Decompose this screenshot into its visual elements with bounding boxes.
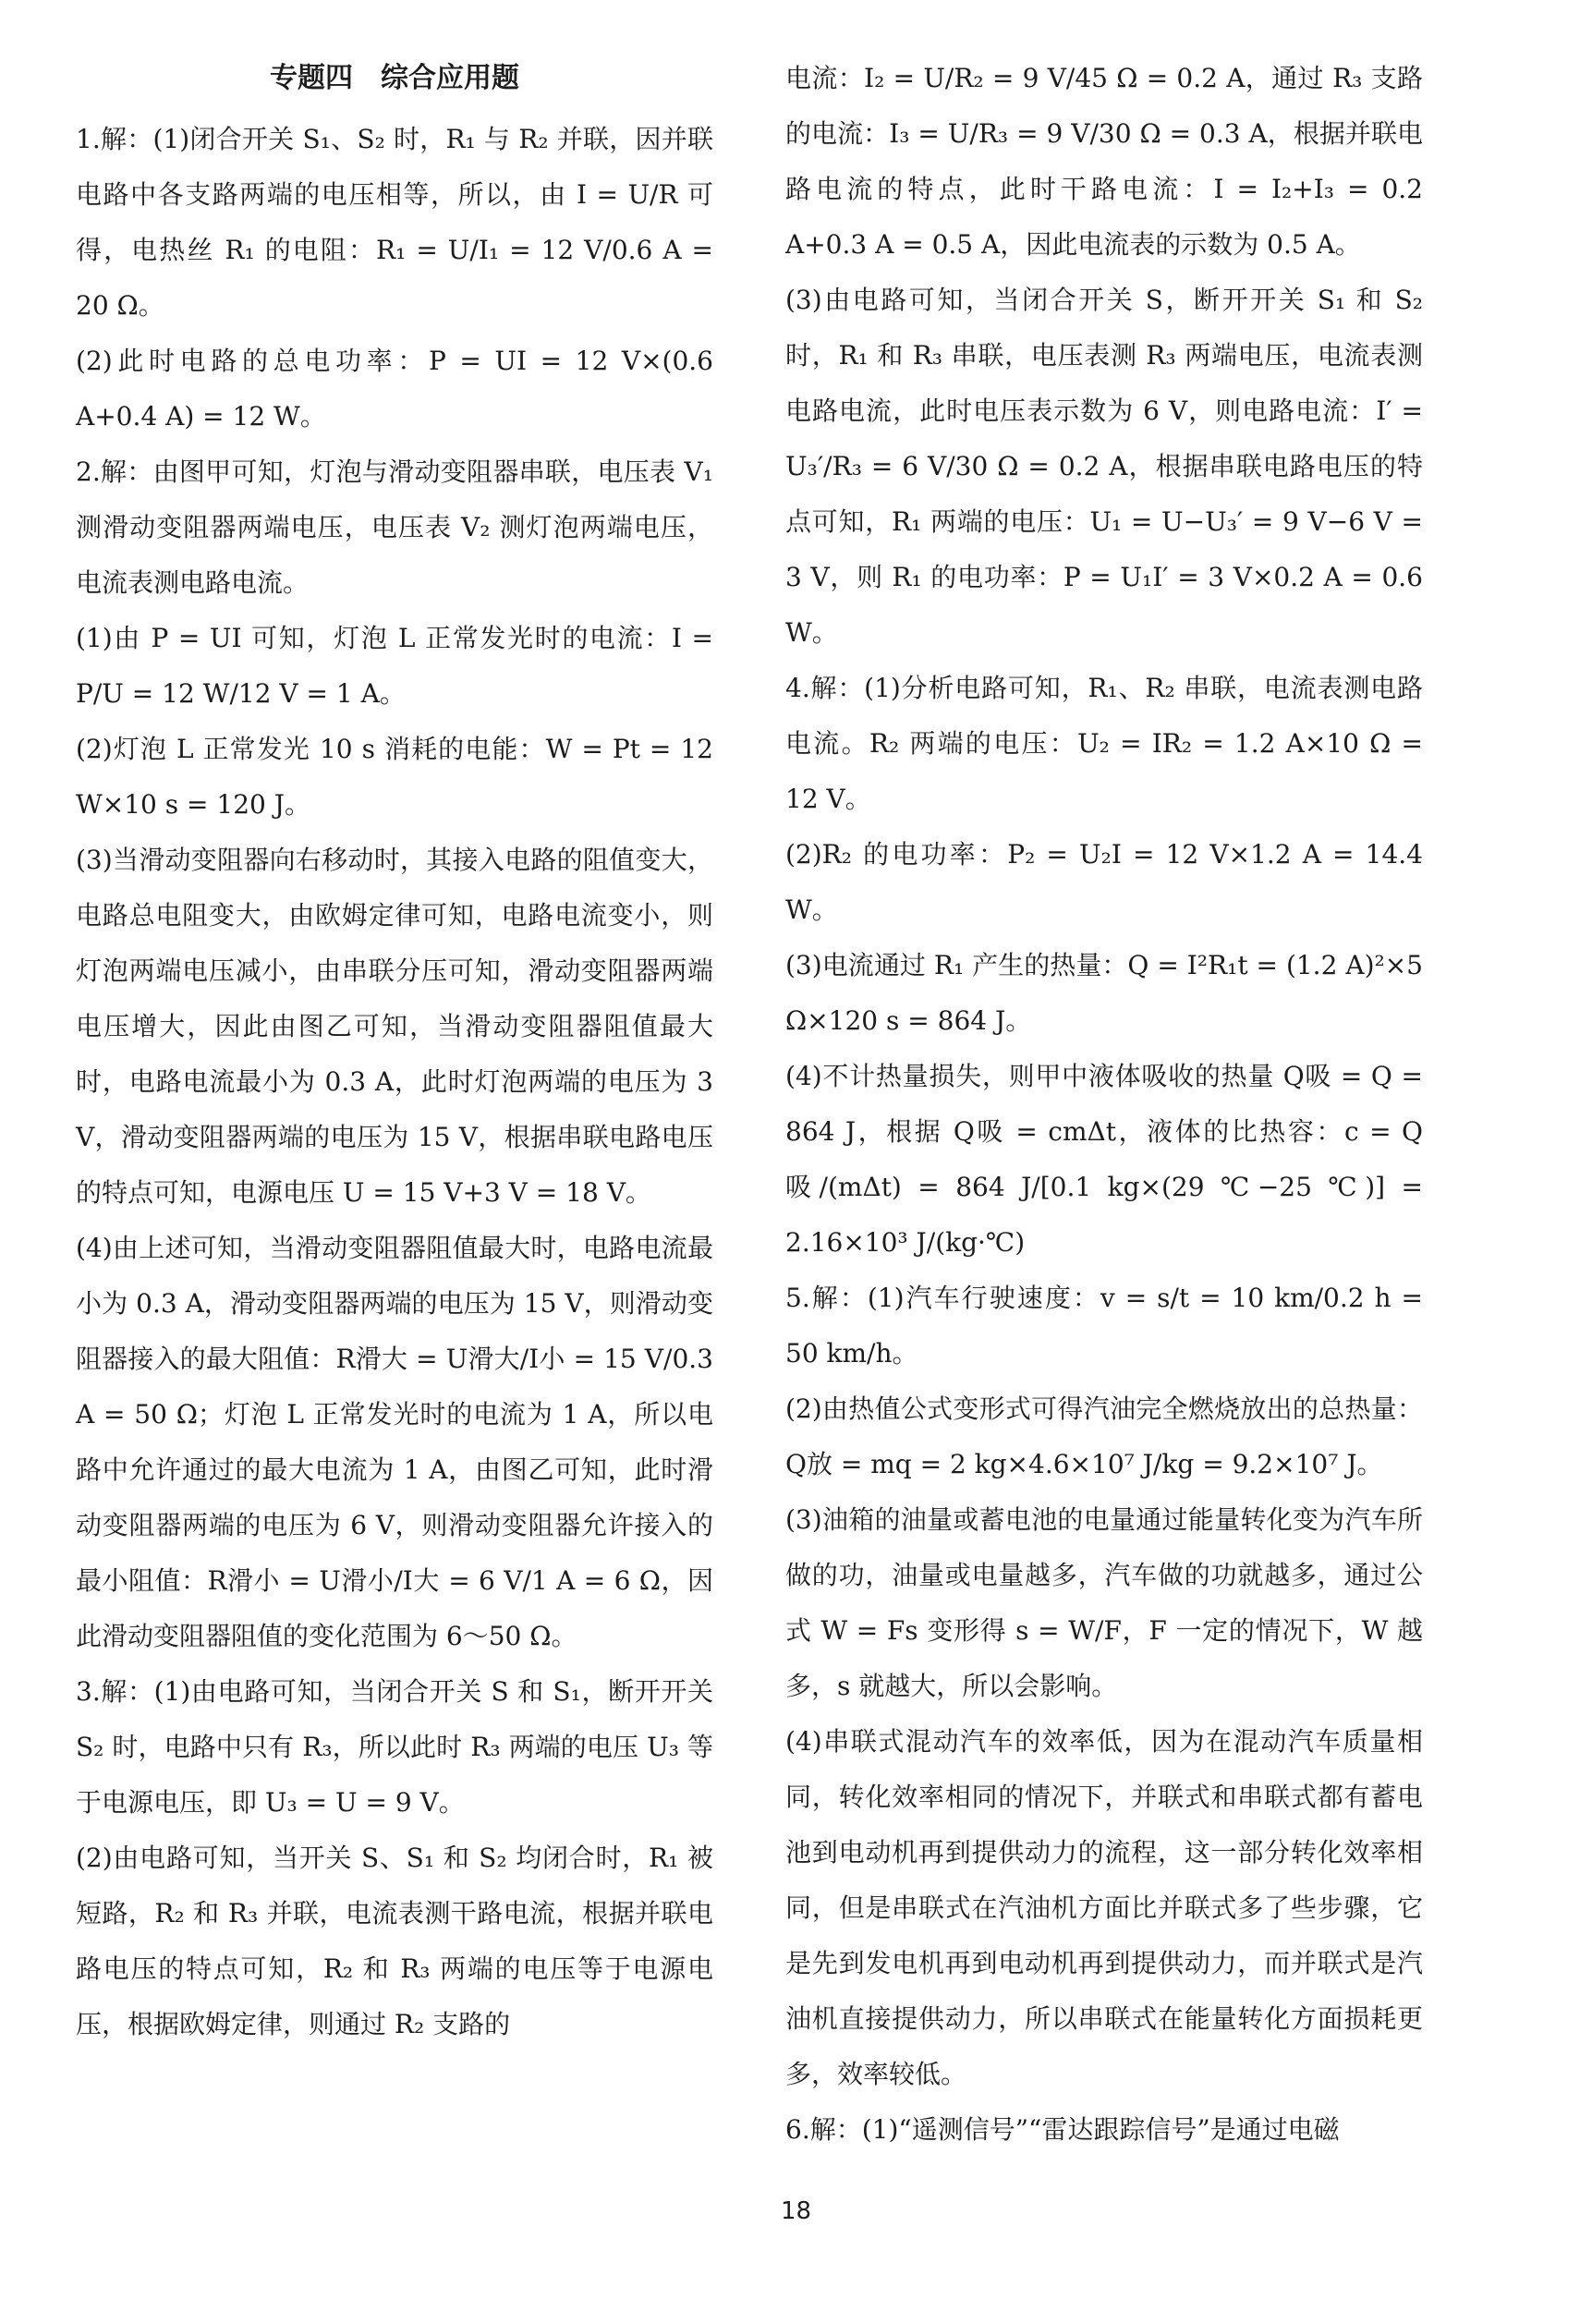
q5-part4: (4)串联式混动汽车的效率低，因为在混动汽车质量相同，转化效率相同的情况下，并联式和串联式都有蓄电池到电动机再到提供动力的流程，这一部分转化效率相同，但是串联式在汽油机方面比并联式多了些步骤，它是先到发电机再到电动机再到提供动力，而并联式是汽油机直接提供动力，所以串联式在能量转化方面损耗更多，效率较低。	[785, 1726, 1423, 2089]
q4-part3: (3)电流通过 R₁ 产生的热量：Q = I²R₁t = (1.2 A)²×5 Ω×120 s = 864 J。	[785, 950, 1423, 1036]
q2-part3: (3)当滑动变阻器向右移动时，其接入电路的阻值变大，电路总电阻变大，由欧姆定律可知，电路电流变小，则灯泡两端电压减小，由串联分压可知，滑动变阻器两端电压增大，因此由图乙可知，当滑动变阻器阻值最大时，电路电流最小为 0.3 A，此时灯泡两端的电压为 3 V，滑动变阻器两端的电压为 15 V，根据串联电路电压的特点可知，电源电压 U = 15 V+3 V = 18 V。	[76, 845, 713, 1208]
q1-part2: (2)此时电路的总电功率：P = UI = 12 V×(0.6 A+0.4 A) = 12 W。	[76, 346, 713, 432]
q1-part1: 1.解：(1)闭合开关 S₁、S₂ 时，R₁ 与 R₂ 并联，因并联电路中各支路两端的电压相等，所以，由 I = U/R 可得，电热丝 R₁ 的电阻：R₁ = U/I₁ = 12 V/0.6 A = 20 Ω。	[76, 124, 713, 321]
q6-part1: 6.解：(1)“遥测信号”“雷达跟踪信号”是通过电磁	[785, 2114, 1340, 2145]
left-column	[76, 51, 713, 2052]
q3-part2-cont: 电流：I₂ = U/R₂ = 9 V/45 Ω = 0.2 A，通过 R₃ 支路的电流：I₃ = U/R₃ = 9 V/30 Ω = 0.3 A，根据并联电路电流的特点，此时干路电流：I = I₂+I₃ = 0.2 A+0.3 A = 0.5 A，因此电流表的示数为 0.5 A。	[785, 63, 1423, 260]
q4-part1: 4.解：(1)分析电路可知，R₁、R₂ 串联，电流表测电路电流。R₂ 两端的电压：U₂ = IR₂ = 1.2 A×10 Ω = 12 V。	[785, 673, 1423, 814]
q5-part2: (2)由热值公式变形式可得汽油完全燃烧放出的总热量：Q放 = mq = 2 kg×4.6×10⁷ J/kg = 9.2×10⁷ J。	[785, 1393, 1423, 1479]
q2-part4: (4)由上述可知，当滑动变阻器阻值最大时，电路电流最小为 0.3 A，滑动变阻器两端的电压为 15 V，则滑动变阻器接入的最大阻值：R滑大 = U滑大/I小 = 15 V/0.3 A = 50 Ω；灯泡 L 正常发光时的电流为 1 A，所以电路中允许通过的最大电流为 1 A，由图乙可知，此时滑动变阻器两端的电压为 6 V，则滑动变阻器允许接入的最小阻值：R滑小 = U滑小/I大 = 6 V/1 A = 6 Ω，因此滑动变阻器阻值的变化范围为 6～50 Ω。	[76, 1233, 713, 1651]
right-column	[785, 51, 1423, 2158]
q5-part3: (3)油箱的油量或蓄电池的电量通过能量转化变为汽车所做的功，油量或电量越多，汽车做的功就越多，通过公式 W = Fs 变形得 s = W/F，F 一定的情况下，W 越多，s 就越大，所以会影响。	[785, 1504, 1423, 1701]
q2-part1: (1)由 P = UI 可知，灯泡 L 正常发光时的电流：I = P/U = 12 W/12 V = 1 A。	[76, 623, 713, 709]
q3-part3: (3)由电路可知，当闭合开关 S，断开开关 S₁ 和 S₂ 时，R₁ 和 R₃ 串联，电压表测 R₃ 两端电压，电流表测电路电流，此时电压表示数为 6 V，则电路电流：I′ = U₃′/R₃ = 6 V/30 Ω = 0.2 A，根据串联电路电压的特点可知，R₁ 两端的电压：U₁ = U−U₃′ = 9 V−6 V = 3 V，则 R₁ 的电功率：P = U₁I′ = 3 V×0.2 A = 0.6 W。	[785, 285, 1423, 648]
q2-part2: (2)灯泡 L 正常发光 10 s 消耗的电能：W = Pt = 12 W×10 s = 120 J。	[76, 734, 713, 820]
q4-part2: (2)R₂ 的电功率：P₂ = U₂I = 12 V×1.2 A = 14.4 W。	[785, 839, 1423, 925]
q3-part1: 3.解：(1)由电路可知，当闭合开关 S 和 S₁，断开开关 S₂ 时，电路中只有 R₃，所以此时 R₃ 两端的电压 U₃ 等于电源电压，即 U₃ = U = 9 V。	[76, 1676, 713, 1818]
page-number: 18	[780, 2197, 812, 2225]
q4-part4: (4)不计热量损失，则甲中液体吸收的热量 Q吸 = Q = 864 J，根据 Q吸 = cmΔt，液体的比热容：c = Q吸/(mΔt) = 864 J/[0.1 kg×(29 ℃−25 ℃)] = 2.16×10³ J/(kg·℃)	[785, 1061, 1423, 1258]
q3-part2: (2)由电路可知，当开关 S、S₁ 和 S₂ 均闭合时，R₁ 被短路，R₂ 和 R₃ 并联，电流表测干路电流，根据并联电路电压的特点可知，R₂ 和 R₃ 两端的电压等于电源电压，根据欧姆定律，则通过 R₂ 支路的	[76, 1843, 713, 2039]
q5-part1: 5.解：(1)汽车行驶速度：v = s/t = 10 km/0.2 h = 50 km/h。	[785, 1283, 1423, 1369]
section-title: 专题四 综合应用题	[270, 62, 519, 94]
q2-intro: 2.解：由图甲可知，灯泡与滑动变阻器串联，电压表 V₁ 测滑动变阻器两端电压，电压表 V₂ 测灯泡两端电压，电流表测电路电流。	[76, 456, 713, 598]
